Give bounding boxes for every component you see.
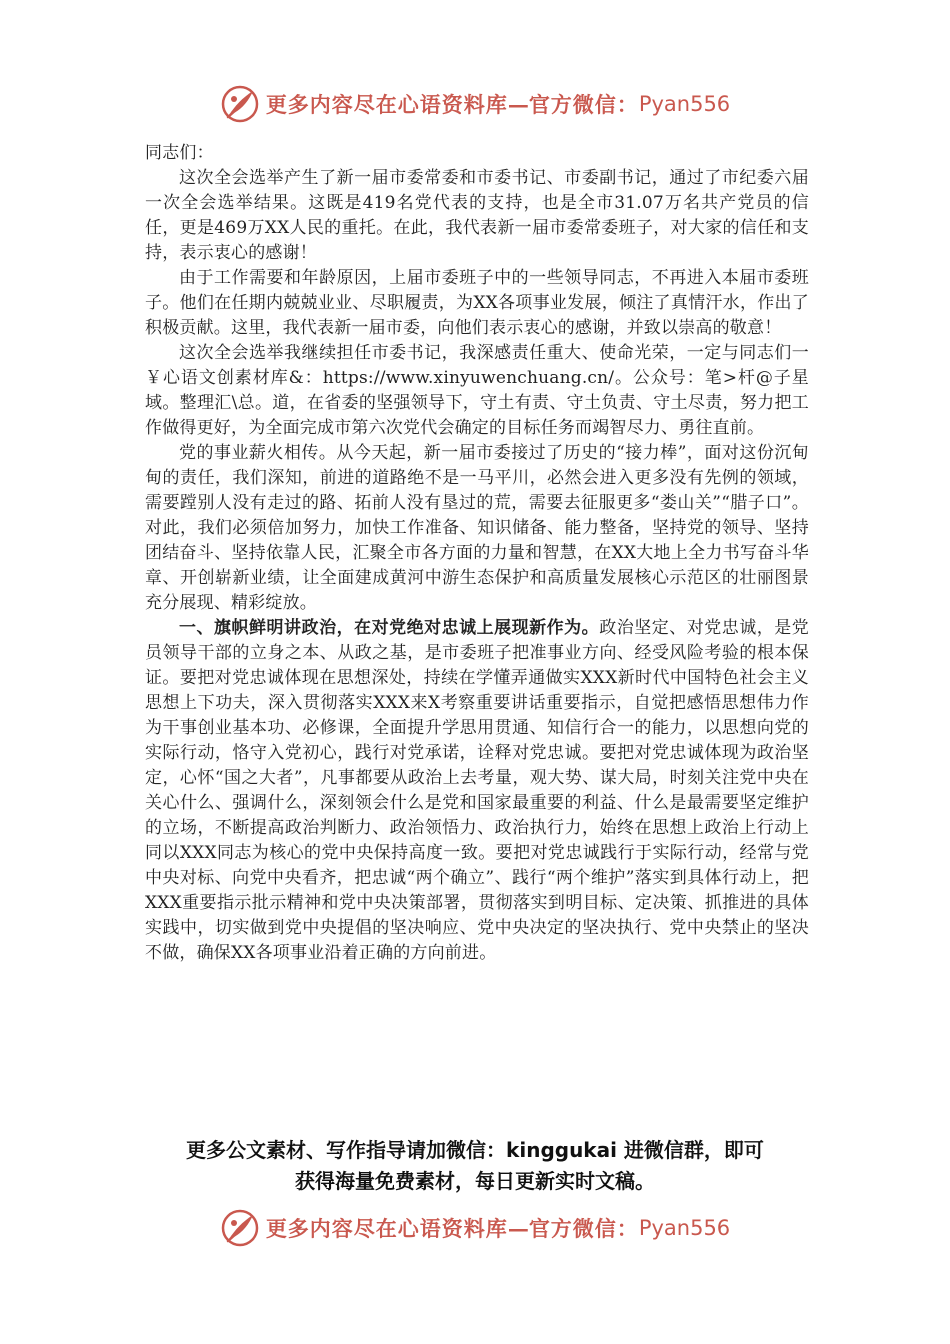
- watermark-separator: —: [507, 91, 529, 117]
- watermark-wechat-id: Pyan556: [638, 1216, 731, 1240]
- section-1-heading: 一、旗帜鲜明讲政治，在对党绝对忠诚上展现新作为。: [179, 618, 600, 638]
- watermark-text: 更多内容尽在心语资料库: [265, 92, 508, 117]
- section-1-paragraph: [145, 616, 809, 966]
- watermark-footer: [0, 1208, 950, 1248]
- paragraph-1: 这次全会选举产生了新一届市委常委和市委书记、市委副书记，通过了市纪委六届一次全会选举结果。这既是419名党代表的支持，也是全市31.07万名共产党员的信任，更是469万XX人民的重托。在此，我代表新一届市委常委班子，对大家的信任和支持，表示衷心的感谢！: [145, 168, 809, 263]
- promo-line-1: 更多公文素材、写作指导请加微信：kinggukai 进微信群，即可: [186, 1138, 764, 1162]
- document-body: [145, 141, 809, 966]
- paragraph-2: 由于工作需要和年龄原因，上届市委班子中的一些领导同志，不再进入本届市委班子。他们在任期内兢兢业业、尽职履责，为XX各项事业发展，倾注了真情汗水，作出了积极贡献。这里，我代表新一届市委，向他们表示衷心的感谢，并致以崇高的敬意！: [145, 268, 809, 338]
- watermark-wechat-label: 官方微信：: [528, 1216, 639, 1241]
- promo-line-2: 获得海量免费素材，每日更新实时文稿。: [295, 1169, 655, 1193]
- watermark-text: 更多内容尽在心语资料库: [265, 1216, 508, 1241]
- section-1-body: 政治坚定、对党忠诚，是党员领导干部的立身之本、从政之基，是市委班子把准事业方向、经受风险考验的根本保证。要把对党忠诚体现在思想深处，持续在学懂弄通做实XXX新时代中国特色社会主义思想上下功夫，深入贯彻落实XXX来X考察重要讲话重要指示，自觉把感悟思想伟力作为干事创业基本功、必修课，全面提升学思用贯通、知信行合一的能力，以思想向党的实际行动，恪守入党初心，践行对党承诺，诠释对党忠诚。要把对党忠诚体现为政治坚定，心怀“国之大者”，凡事都要从政治上去考量，观大势、谋大局，时刻关注党中央在关心什么、强调什么，深刻领会什么是党和国家最重要的利益、什么是最需要坚定维护的立场，不断提高政治判断力、政治领悟力、政治执行力，始终在思想上政治上行动上同以XXX同志为核心的党中央保持高度一致。要把对党忠诚践行于实际行动，经常与党中央对标、向党中央看齐，把忠诚“两个确立”、践行“两个维护”落实到具体行动上，把XXX重要指示批示精神和党中央决策部署，贯彻落实到明目标、定决策、抓推进的具体实践中，切实做到党中央提倡的坚决响应、党中央决定的坚决执行、党中央禁止的坚决不做，确保XX各项事业沿着正确的方向前进。: [145, 618, 809, 963]
- quill-logo-icon: [220, 1208, 260, 1248]
- paragraph-4: 党的事业薪火相传。从今天起，新一届市委接过了历史的“接力棒”，面对这份沉甸甸的责任，我们深知，前进的道路绝不是一马平川，必然会进入更多没有先例的领域，需要蹚别人没有走过的路、拓前人没有垦过的荒，需要去征服更多“娄山关”“腊子口”。对此，我们必须倍加努力，加快工作准备、知识储备、能力整备，坚持党的领导、坚持团结奋斗、坚持依靠人民，汇聚全市各方面的力量和智慧，在XX大地上全力书写奋斗华章、开创崭新业绩，让全面建成黄河中游生态保护和高质量发展核心示范区的壮丽图景充分展现、精彩绽放。: [145, 443, 809, 613]
- watermark-header: [0, 84, 950, 124]
- watermark-wechat-id: Pyan556: [638, 92, 731, 116]
- watermark-wechat-label: 官方微信：: [528, 92, 639, 117]
- greeting: 同志们：: [145, 143, 214, 163]
- quill-logo-icon: [220, 84, 260, 124]
- watermark-separator: —: [507, 1215, 529, 1241]
- promo-note: [120, 1135, 830, 1197]
- paragraph-3: 这次全会选举我继续担任市委书记，我深感责任重大、使命光荣，一定与同志们一￥心语文创素材库&：https://www.xinyuwenchuang.cn/。公众号：笔>杆@子星域。整理汇\总。道，在省委的坚强领导下，守土有责、守土负责、守土尽责，努力把工作做得更好，为全面完成市第六次党代会确定的目标任务而竭智尽力、勇往直前。: [145, 343, 809, 438]
